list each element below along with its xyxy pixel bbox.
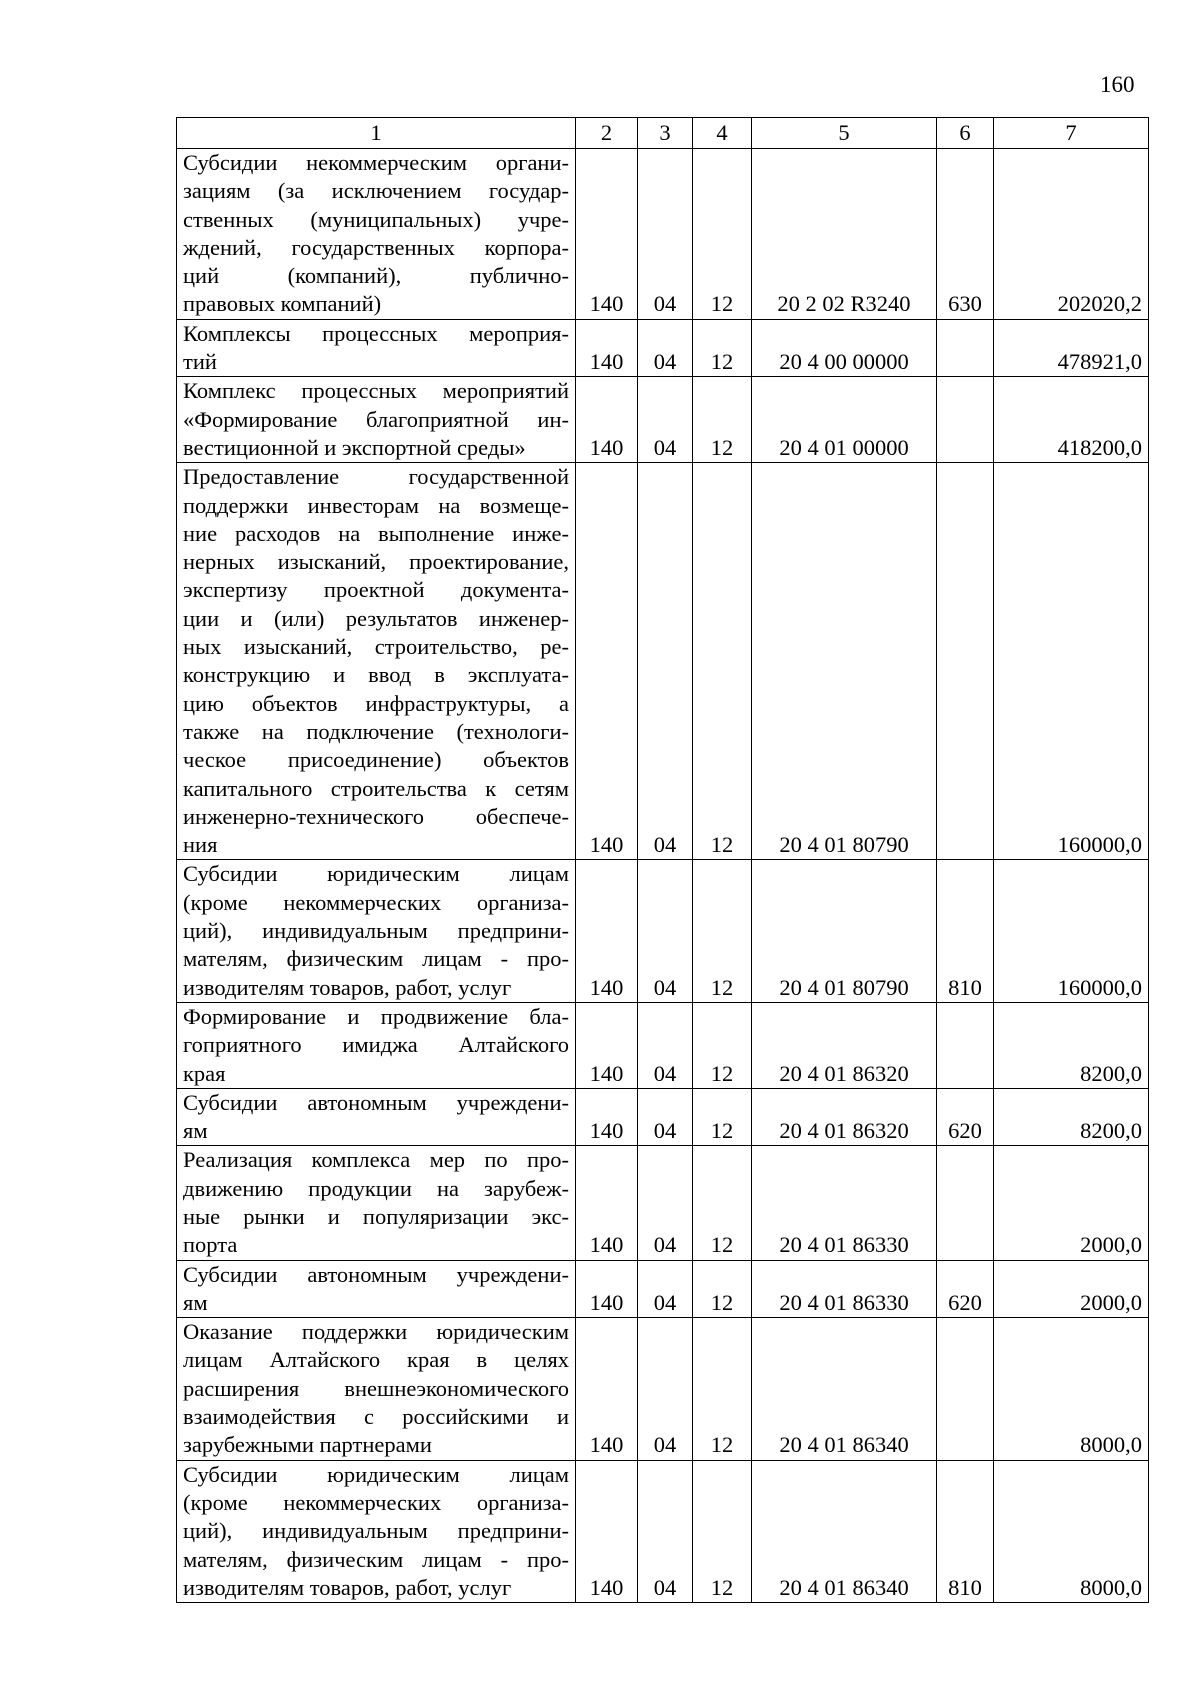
row-admin-code: 140 xyxy=(576,1318,638,1460)
row-admin-code: 140 xyxy=(576,1260,638,1318)
row-amount: 2000,0 xyxy=(994,1146,1149,1260)
row-name-line: (кроме некоммерческих организа- xyxy=(183,1489,569,1515)
row-name-line: лицам Алтайского края в целях xyxy=(183,1347,569,1373)
row-name-line: ям xyxy=(183,1289,208,1315)
row-name-line: «Формирование благоприятной ин- xyxy=(183,406,569,432)
row-amount: 202020,2 xyxy=(994,149,1149,320)
row-section-code: 04 xyxy=(638,1260,693,1318)
row-name-line: ций (компаний), публично- xyxy=(183,263,569,289)
row-subsection-code: 12 xyxy=(693,149,752,320)
row-name xyxy=(177,1318,576,1460)
table-row xyxy=(177,1146,1149,1260)
row-admin-code: 140 xyxy=(576,1146,638,1260)
row-name-line: Субсидии автономным учреждени- xyxy=(183,1089,569,1115)
row-admin-code: 140 xyxy=(576,860,638,1002)
column-header-1: 1 xyxy=(177,118,576,149)
row-expense-type xyxy=(937,1002,994,1088)
row-amount: 8200,0 xyxy=(994,1002,1149,1088)
row-name-line: капитального строительства к сетям xyxy=(183,775,569,801)
row-amount: 418200,0 xyxy=(994,377,1149,463)
row-name xyxy=(177,377,576,463)
table-row xyxy=(177,1460,1149,1602)
row-name-line: поддержки инвесторам на возмеще- xyxy=(183,492,569,518)
row-name-line: ных изысканий, строительство, ре- xyxy=(183,634,569,660)
row-name-line: мателям, физическим лицам - про- xyxy=(183,1546,569,1572)
row-name-line: Оказание поддержки юридическим xyxy=(183,1319,569,1345)
row-name-line: Комплекс процессных мероприятий xyxy=(183,378,569,404)
column-header-6: 6 xyxy=(937,118,994,149)
row-expense-type xyxy=(937,463,994,860)
row-name-line: Субсидии автономным учреждени- xyxy=(183,1261,569,1287)
row-expense-type: 810 xyxy=(937,860,994,1002)
row-amount: 8200,0 xyxy=(994,1088,1149,1146)
row-expense-type xyxy=(937,1318,994,1460)
row-amount: 2000,0 xyxy=(994,1260,1149,1318)
row-name-line: также на подключение (технологи- xyxy=(183,718,569,744)
row-name-line: экспертизу проектной документа- xyxy=(183,577,569,603)
row-name xyxy=(177,1088,576,1146)
row-section-code: 04 xyxy=(638,860,693,1002)
row-expense-type: 620 xyxy=(937,1260,994,1318)
row-name-line: ций), индивидуальным предприни- xyxy=(183,918,569,944)
row-expense-type: 810 xyxy=(937,1460,994,1602)
row-name-line: ям xyxy=(183,1118,208,1144)
row-name-line: ций), индивидуальным предприни- xyxy=(183,1518,569,1544)
row-name-line: ние расходов на выполнение инже- xyxy=(183,520,569,546)
column-header-2: 2 xyxy=(576,118,638,149)
row-expense-type xyxy=(937,319,994,377)
table-row xyxy=(177,1002,1149,1088)
row-name-line: ждений, государственных корпора- xyxy=(183,234,569,260)
row-section-code: 04 xyxy=(638,1002,693,1088)
row-name-line: нерных изысканий, проектирование, xyxy=(183,549,569,575)
row-name-line: инженерно-технического обеспече- xyxy=(183,803,569,829)
row-name-line: движению продукции на зарубеж- xyxy=(183,1175,569,1201)
row-target-article: 20 2 02 R3240 xyxy=(752,149,937,320)
row-name-line: вестиционной и экспортной среды» xyxy=(183,434,526,460)
row-name-line: Субсидии юридическим лицам xyxy=(183,1461,569,1487)
row-amount: 8000,0 xyxy=(994,1460,1149,1602)
row-name-line: ческое присоединение) объектов xyxy=(183,747,569,773)
row-amount: 478921,0 xyxy=(994,319,1149,377)
row-admin-code: 140 xyxy=(576,319,638,377)
row-name-line: правовых компаний) xyxy=(183,291,382,317)
row-subsection-code: 12 xyxy=(693,860,752,1002)
row-target-article: 20 4 01 86340 xyxy=(752,1460,937,1602)
row-name xyxy=(177,463,576,860)
row-section-code: 04 xyxy=(638,149,693,320)
row-name-line: ные рынки и популяризации экс- xyxy=(183,1203,569,1229)
row-name xyxy=(177,1002,576,1088)
table-row xyxy=(177,1260,1149,1318)
row-section-code: 04 xyxy=(638,377,693,463)
row-subsection-code: 12 xyxy=(693,1088,752,1146)
row-admin-code: 140 xyxy=(576,1088,638,1146)
row-name-line: края xyxy=(183,1060,226,1086)
row-subsection-code: 12 xyxy=(693,1260,752,1318)
table-row xyxy=(177,1088,1149,1146)
row-name-line: мателям, физическим лицам - про- xyxy=(183,946,569,972)
row-target-article: 20 4 01 80790 xyxy=(752,860,937,1002)
row-name-line: Формирование и продвижение бла- xyxy=(183,1003,569,1029)
row-target-article: 20 4 01 80790 xyxy=(752,463,937,860)
row-target-article: 20 4 01 00000 xyxy=(752,377,937,463)
row-section-code: 04 xyxy=(638,1460,693,1602)
row-section-code: 04 xyxy=(638,463,693,860)
row-name-line: Предоставление государственной xyxy=(183,464,569,490)
row-name-line: гоприятного имиджа Алтайского xyxy=(183,1032,569,1058)
row-target-article: 20 4 01 86320 xyxy=(752,1088,937,1146)
row-name-line: изводителям товаров, работ, услуг xyxy=(183,974,512,1000)
row-target-article: 20 4 01 86330 xyxy=(752,1146,937,1260)
row-subsection-code: 12 xyxy=(693,377,752,463)
table-header xyxy=(177,118,1149,149)
row-subsection-code: 12 xyxy=(693,1146,752,1260)
column-header-3: 3 xyxy=(638,118,693,149)
row-name-line: ния xyxy=(183,832,218,858)
table-row xyxy=(177,1318,1149,1460)
row-admin-code: 140 xyxy=(576,1002,638,1088)
row-name-line: ции и (или) результатов инженер- xyxy=(183,605,569,631)
row-amount: 8000,0 xyxy=(994,1318,1149,1460)
row-expense-type: 620 xyxy=(937,1088,994,1146)
row-admin-code: 140 xyxy=(576,149,638,320)
row-name-line: порта xyxy=(183,1232,238,1258)
row-target-article: 20 4 01 86330 xyxy=(752,1260,937,1318)
row-name-line: взаимодействия с российскими и xyxy=(183,1404,569,1430)
row-target-article: 20 4 01 86320 xyxy=(752,1002,937,1088)
table-body xyxy=(177,149,1149,1603)
table-row xyxy=(177,860,1149,1002)
row-name xyxy=(177,860,576,1002)
row-admin-code: 140 xyxy=(576,1460,638,1602)
row-amount: 160000,0 xyxy=(994,463,1149,860)
row-subsection-code: 12 xyxy=(693,1002,752,1088)
row-name xyxy=(177,1146,576,1260)
row-section-code: 04 xyxy=(638,319,693,377)
row-expense-type xyxy=(937,377,994,463)
row-expense-type: 630 xyxy=(937,149,994,320)
row-admin-code: 140 xyxy=(576,463,638,860)
row-subsection-code: 12 xyxy=(693,1318,752,1460)
table-row xyxy=(177,319,1149,377)
row-target-article: 20 4 01 86340 xyxy=(752,1318,937,1460)
row-admin-code: 140 xyxy=(576,377,638,463)
row-name-line: зациям (за исключением государ- xyxy=(183,178,569,204)
table-row xyxy=(177,377,1149,463)
row-name-line: изводителям товаров, работ, услуг xyxy=(183,1574,512,1600)
table-row xyxy=(177,149,1149,320)
row-name-line: расширения внешнеэкономического xyxy=(183,1375,569,1401)
row-name-line: Субсидии некоммерческим органи- xyxy=(183,150,569,175)
column-header-7: 7 xyxy=(994,118,1149,149)
row-amount: 160000,0 xyxy=(994,860,1149,1002)
row-name xyxy=(177,1260,576,1318)
row-name xyxy=(177,319,576,377)
row-name-line: конструкцию и ввод в эксплуата- xyxy=(183,662,569,688)
row-target-article: 20 4 00 00000 xyxy=(752,319,937,377)
row-section-code: 04 xyxy=(638,1146,693,1260)
column-header-4: 4 xyxy=(693,118,752,149)
row-subsection-code: 12 xyxy=(693,1460,752,1602)
column-header-5: 5 xyxy=(752,118,937,149)
budget-table xyxy=(176,117,1149,1603)
row-expense-type xyxy=(937,1146,994,1260)
row-subsection-code: 12 xyxy=(693,463,752,860)
row-section-code: 04 xyxy=(638,1088,693,1146)
row-name xyxy=(177,1460,576,1602)
header-row xyxy=(177,118,1149,149)
row-name-line: Реализация комплекса мер по про- xyxy=(183,1147,569,1173)
row-section-code: 04 xyxy=(638,1318,693,1460)
row-name-line: зарубежными партнерами xyxy=(183,1432,432,1458)
row-name-line: цию объектов инфраструктуры, а xyxy=(183,690,569,716)
row-subsection-code: 12 xyxy=(693,319,752,377)
page-number: 160 xyxy=(1100,72,1135,97)
row-name-line: тий xyxy=(183,349,217,375)
row-name-line: Субсидии юридическим лицам xyxy=(183,861,569,887)
row-name-line: ственных (муниципальных) учре- xyxy=(183,206,569,232)
row-name-line: (кроме некоммерческих организа- xyxy=(183,889,569,915)
row-name-line: Комплексы процессных мероприя- xyxy=(183,320,569,346)
row-name xyxy=(177,149,576,320)
table-row xyxy=(177,463,1149,860)
